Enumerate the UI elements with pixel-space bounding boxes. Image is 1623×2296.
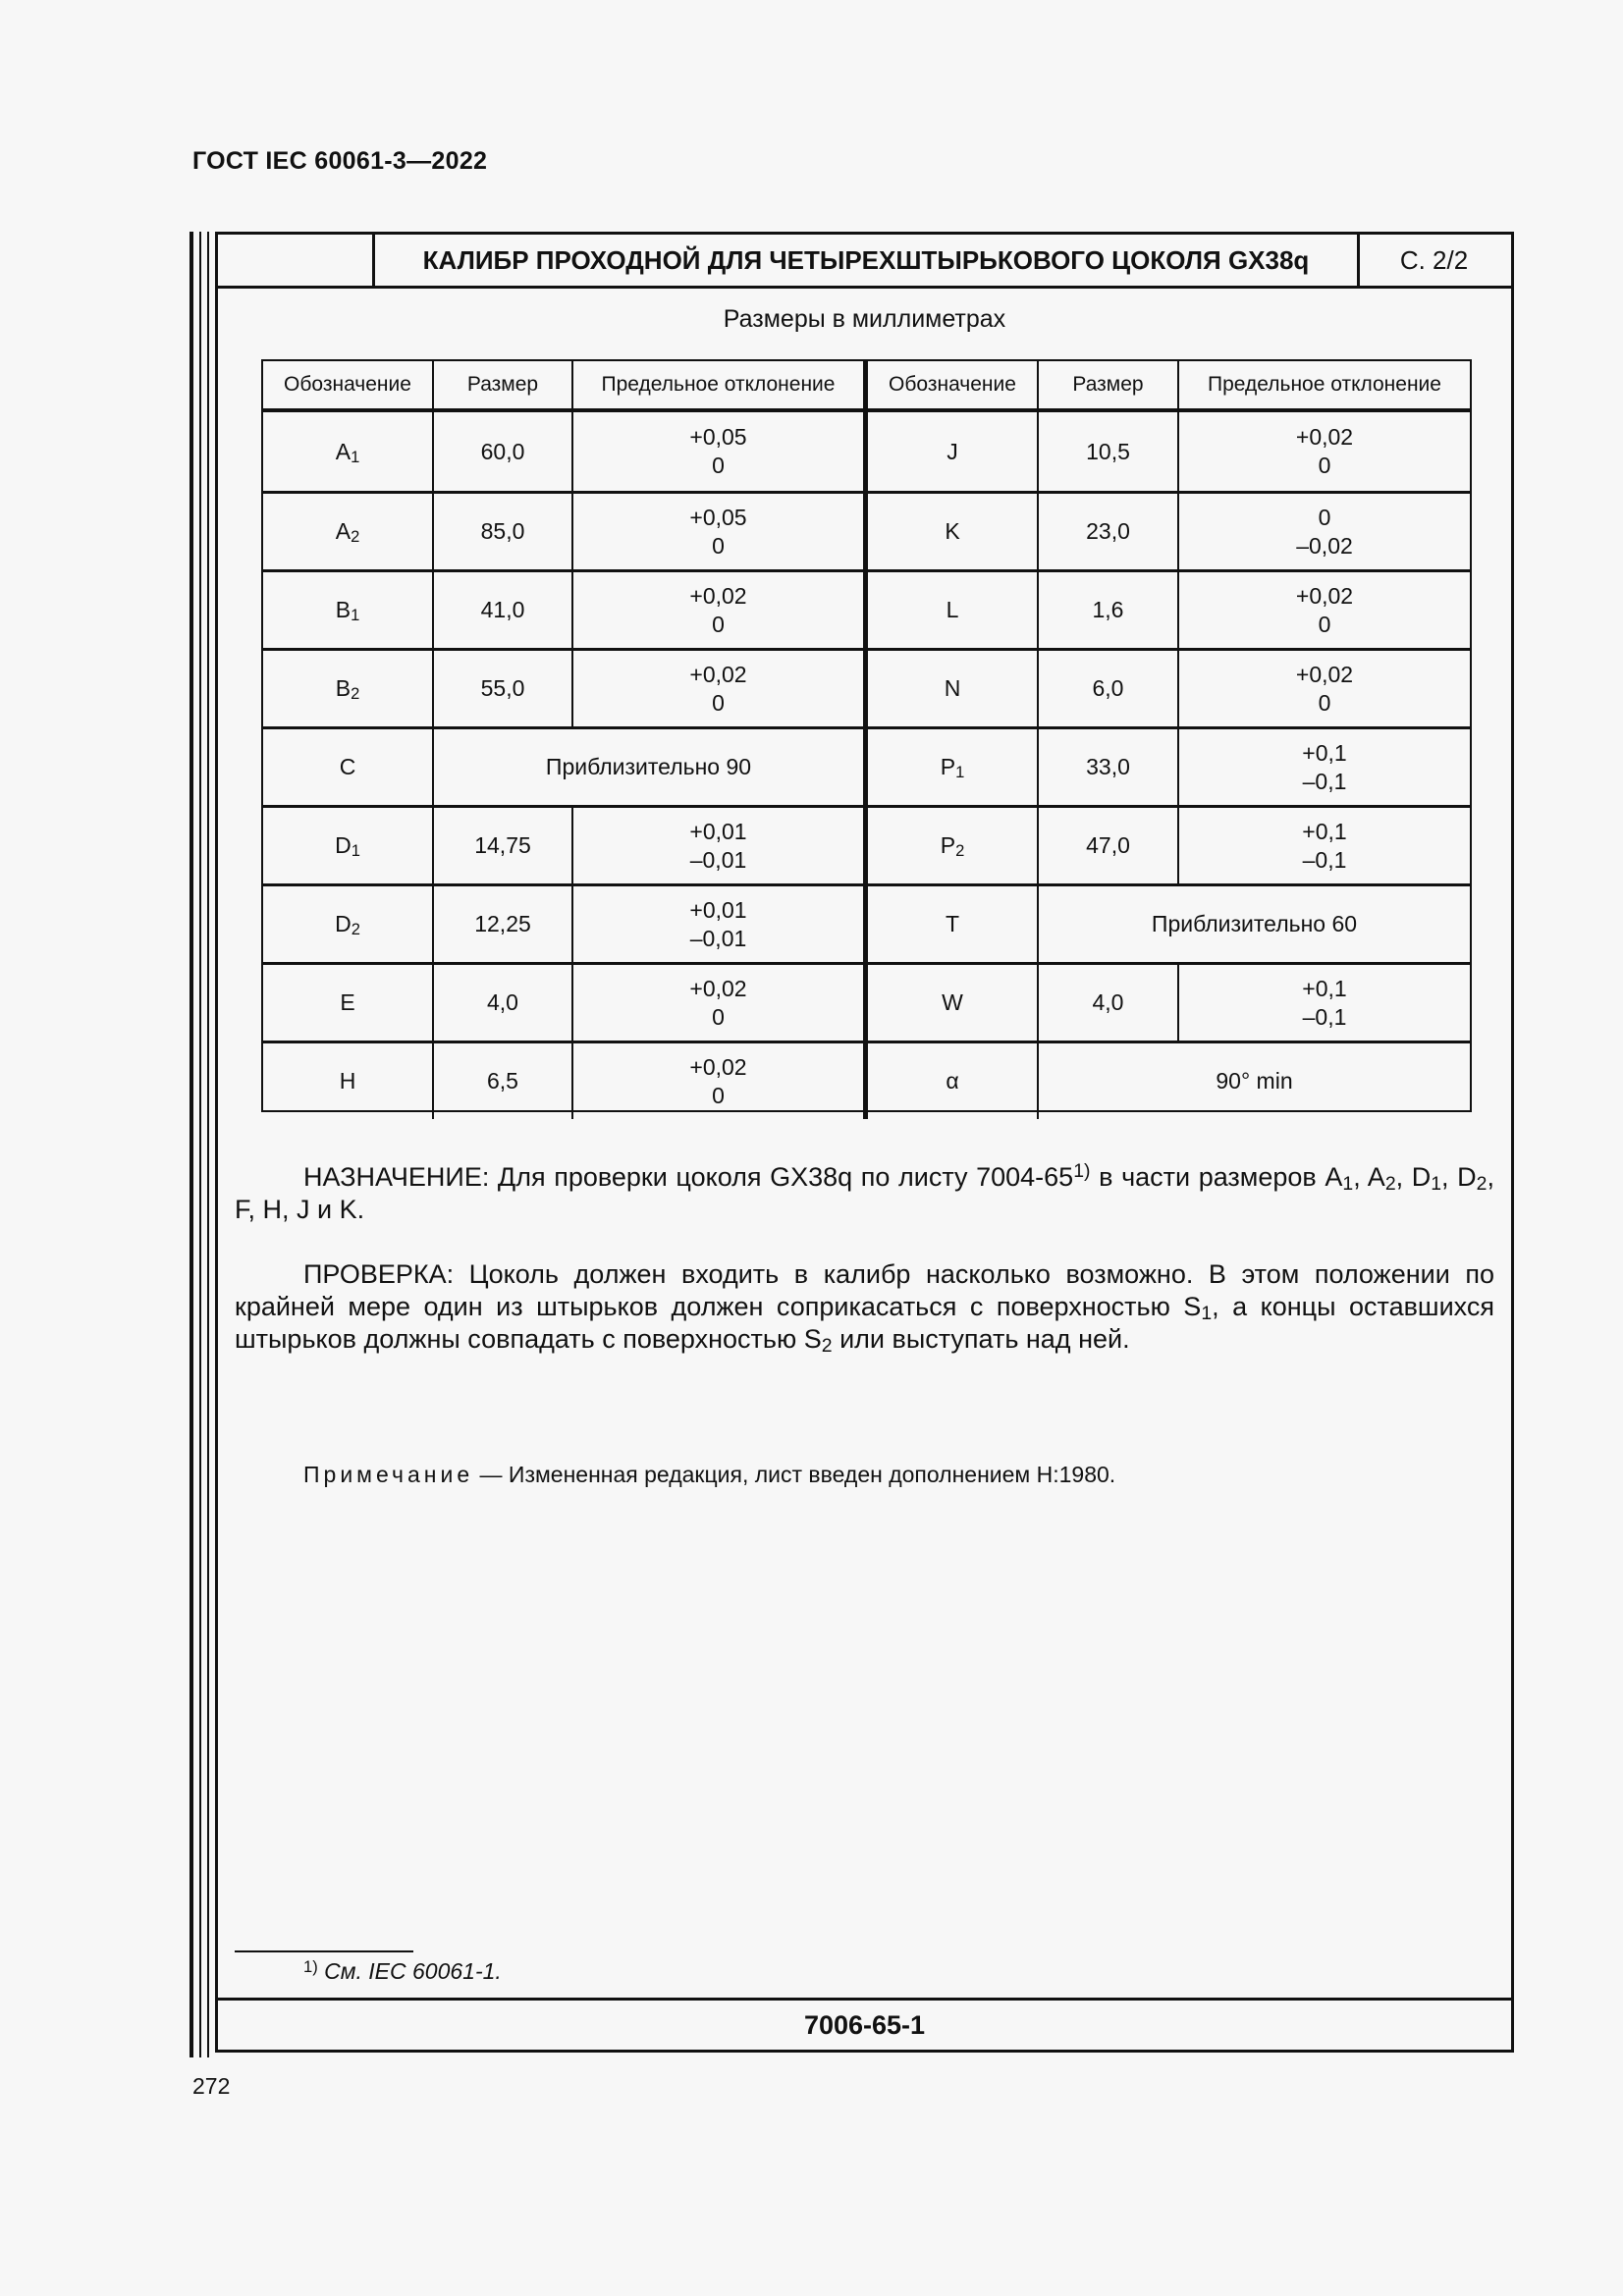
footnote: $^{1)}$ См. IEC 60061-1. bbox=[303, 1956, 502, 1984]
size-cell: 6,0 bbox=[1039, 651, 1179, 726]
size-cell: 33,0 bbox=[1039, 729, 1179, 805]
tolerance-cell: 0 –0,02 bbox=[1296, 504, 1353, 559]
footnote-rule bbox=[235, 1950, 413, 1952]
table-row bbox=[263, 1041, 1470, 1119]
tolerance-cell: +0,02 0 bbox=[1295, 661, 1354, 716]
margin-rule bbox=[207, 232, 209, 2057]
table-row bbox=[263, 883, 1470, 962]
table-header-row bbox=[263, 361, 1470, 412]
table-row bbox=[263, 805, 1470, 883]
designation-cell: J bbox=[868, 412, 1039, 491]
document-code: ГОСТ IEC 60061-3—2022 bbox=[192, 147, 488, 175]
size-cell: 4,0 bbox=[434, 965, 573, 1041]
size-cell: 6,5 bbox=[434, 1043, 573, 1119]
tolerance-cell: +0,01 –0,01 bbox=[573, 886, 868, 962]
size-cell: 41,0 bbox=[434, 572, 573, 648]
note-label: Примечание bbox=[303, 1462, 474, 1487]
units-caption: Размеры в миллиметрах bbox=[723, 305, 1006, 333]
size-cell: 4,0 bbox=[1039, 965, 1179, 1041]
margin-rule bbox=[199, 232, 201, 2057]
tolerance-cell: +0,1 –0,1 bbox=[1302, 818, 1347, 873]
tolerance-cell: +0,05 0 bbox=[573, 494, 868, 569]
margin-rule bbox=[189, 232, 193, 2057]
tolerance-cell: +0,1 –0,1 bbox=[1302, 739, 1347, 794]
designation-cell: $P_1$ bbox=[868, 729, 1039, 805]
sheet-header bbox=[218, 235, 1511, 289]
tolerance-cell: +0,02 0 bbox=[1295, 424, 1354, 478]
tolerance-cell: +0,01 –0,01 bbox=[573, 808, 868, 883]
designation-cell: L bbox=[868, 572, 1039, 648]
table-row bbox=[263, 491, 1470, 569]
size-cell: 10,5 bbox=[1039, 412, 1179, 491]
sheet-page: С. 2/2 bbox=[1399, 245, 1469, 275]
designation-cell: W bbox=[868, 965, 1039, 1041]
table-row bbox=[263, 962, 1470, 1041]
tolerance-cell: +0,02 0 bbox=[573, 651, 868, 726]
size-cell: 47,0 bbox=[1039, 808, 1179, 883]
size-cell: 1,6 bbox=[1039, 572, 1179, 648]
size-cell: 23,0 bbox=[1039, 494, 1179, 569]
designation-cell: $P_2$ bbox=[868, 808, 1039, 883]
table-row bbox=[263, 569, 1470, 648]
designation-cell: K bbox=[868, 494, 1039, 569]
merged-size-cell: Приблизительно 90 bbox=[434, 729, 868, 805]
col-header-size: Размер bbox=[1039, 361, 1179, 408]
designation-cell: $B_2$ bbox=[263, 651, 434, 726]
size-cell: 55,0 bbox=[434, 651, 573, 726]
col-header-tolerance: Предельное отклонение bbox=[573, 361, 868, 408]
size-cell: 60,0 bbox=[434, 412, 573, 491]
designation-cell: N bbox=[868, 651, 1039, 726]
sheet-title: КАЛИБР ПРОХОДНОЙ ДЛЯ ЧЕТЫРЕХШТЫРЬКОВОГО ЦОКОЛЯ GX38q bbox=[375, 235, 1360, 286]
merged-size-cell: 90° min bbox=[1216, 1068, 1293, 1094]
col-header-designation: Обозначение bbox=[263, 361, 434, 408]
dimensions-table bbox=[261, 359, 1472, 1112]
sheet-frame bbox=[215, 232, 1514, 2053]
size-cell: 12,25 bbox=[434, 886, 573, 962]
tolerance-cell: +0,05 0 bbox=[573, 412, 868, 491]
purpose-paragraph: НАЗНАЧЕНИЕ: Для проверки цоколя GX38q по листу 7004-65$^{1)}$ в части размеров $A_1$, $A_2$, $D_1$, $D_2$, F, H, J и K. bbox=[235, 1160, 1494, 1224]
merged-size-cell: Приблизительно 60 bbox=[1151, 911, 1358, 936]
designation-cell: $A_1$ bbox=[263, 412, 434, 491]
tolerance-cell: +0,1 –0,1 bbox=[1302, 975, 1347, 1030]
note bbox=[303, 1462, 1115, 1488]
page-number: 272 bbox=[192, 2073, 231, 2099]
designation-cell: $D_2$ bbox=[263, 886, 434, 962]
sheet-number: 7006-65-1 bbox=[218, 1998, 1511, 2050]
note-text: — Измененная редакция, лист введен дополнением H:1980. bbox=[473, 1462, 1116, 1487]
col-header-tolerance: Предельное отклонение bbox=[1208, 373, 1441, 396]
designation-cell: $D_1$ bbox=[263, 808, 434, 883]
tolerance-cell: +0,02 0 bbox=[573, 965, 868, 1041]
col-header-designation: Обозначение bbox=[868, 361, 1039, 408]
designation-cell: E bbox=[263, 965, 434, 1041]
designation-cell: C bbox=[263, 729, 434, 805]
tolerance-cell: +0,02 0 bbox=[573, 572, 868, 648]
size-cell: 14,75 bbox=[434, 808, 573, 883]
col-header-size: Размер bbox=[434, 361, 573, 408]
designation-cell: T bbox=[868, 886, 1039, 962]
size-cell: 85,0 bbox=[434, 494, 573, 569]
tolerance-cell: +0,02 0 bbox=[1295, 582, 1354, 637]
header-blank-cell bbox=[218, 235, 375, 286]
table-row bbox=[263, 412, 1470, 491]
designation-cell: H bbox=[263, 1043, 434, 1119]
designation-cell: $B_1$ bbox=[263, 572, 434, 648]
designation-cell: α bbox=[868, 1043, 1039, 1119]
designation-cell: $A_2$ bbox=[263, 494, 434, 569]
table-row bbox=[263, 726, 1470, 805]
table-row bbox=[263, 648, 1470, 726]
tolerance-cell: +0,02 0 bbox=[573, 1043, 868, 1119]
check-paragraph: ПРОВЕРКА: Цоколь должен входить в калибр насколько возможно. В этом положении по крайней мере один из штырьков должен соприкасаться с поверхностью $S_1$, а концы оставшихся штырьков должны совпадать с поверхностью $S_2$ или выступать над ней. bbox=[235, 1259, 1494, 1357]
